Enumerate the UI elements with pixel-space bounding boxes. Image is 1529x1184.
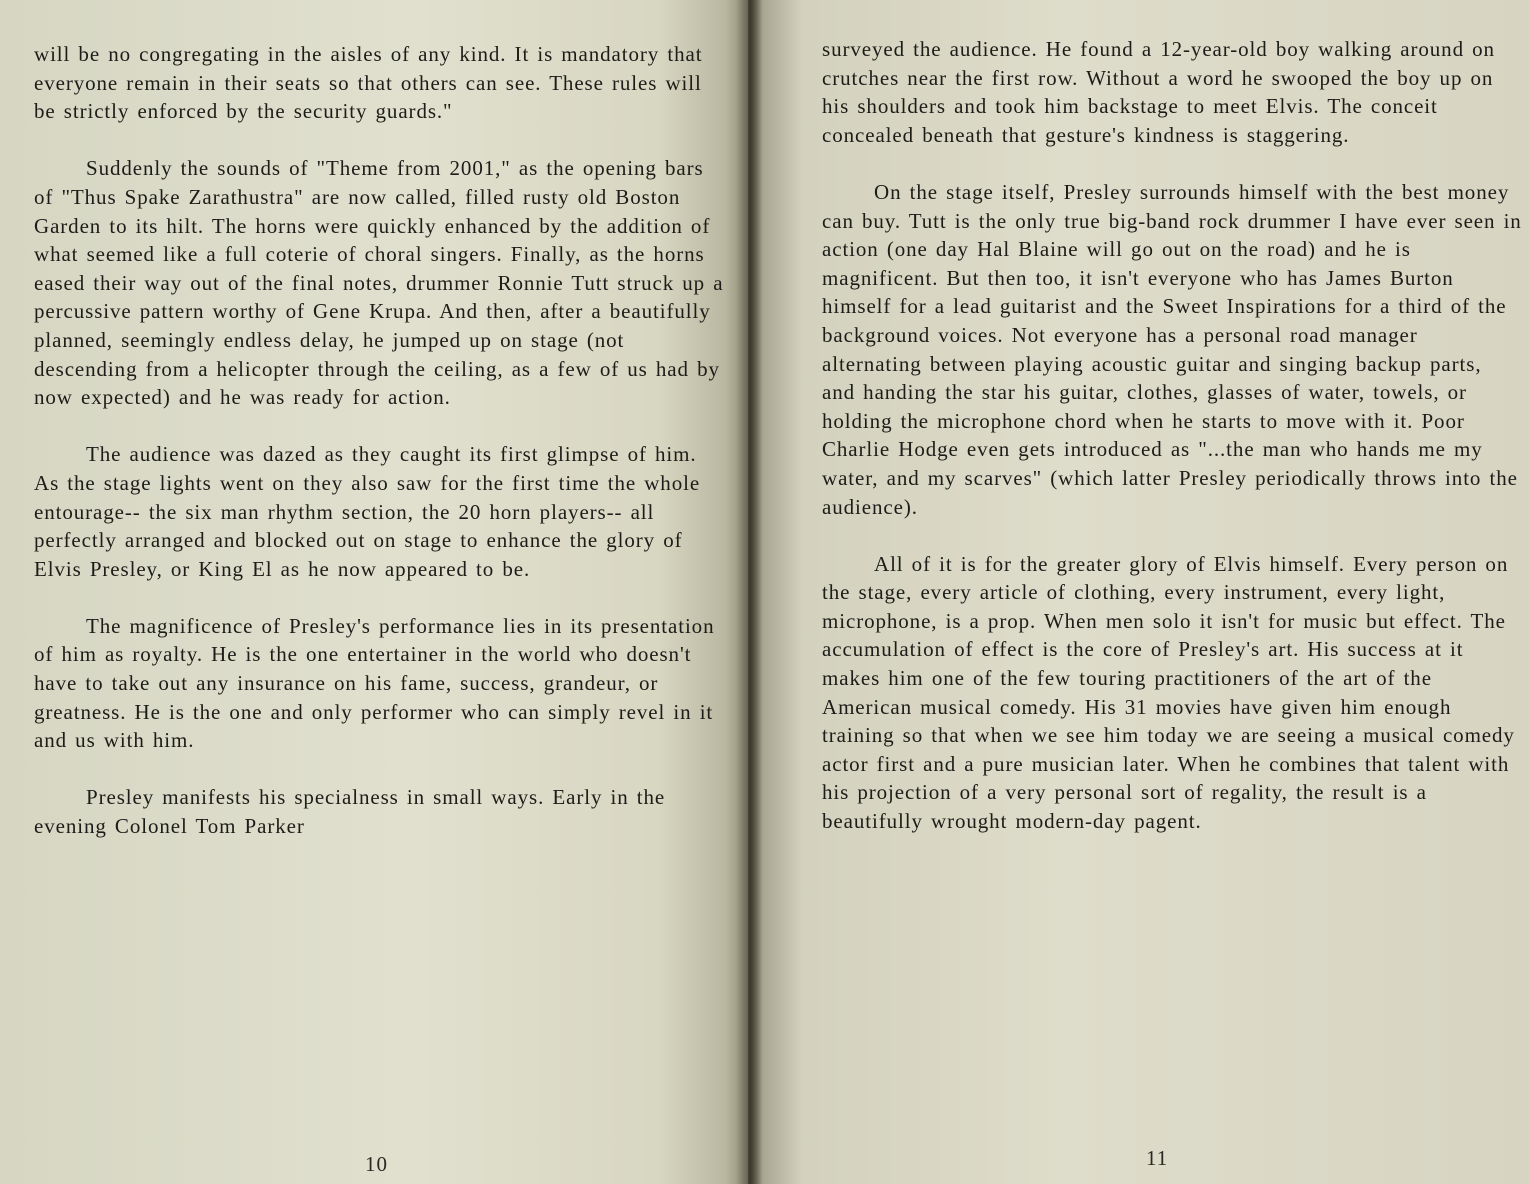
left-paragraph-2: Suddenly the sounds of "Theme from 2001," as the opening bars of "Thus Spake Zarathustra" are now called, filled rusty old Boston Garden to its hilt. The horns were quickly enhanced by the addition of what seemed like a full coterie of choral singers. Finally, as the horns eased their way out of the final notes, drummer Ronnie Tutt struck up a percussive pattern worthy of Gene Krupa. And then, after a beautifully planned, seemingly endless delay, he jumped up on stage (not descending from a helicopter through the ceiling, as a few of us had by now expected) and he was ready for action. xyxy=(34,156,724,410)
book-gutter xyxy=(736,0,762,1184)
left-paragraph-3: The audience was dazed as they caught its first glimpse of him. As the stage lights went on they also saw for the first time the whole entourage-- the six man rhythm section, the 20 horn players-- all perfectly arranged and blocked out on stage to enhance the glory of Elvis Presley, or King El as he now appeared to be. xyxy=(34,442,701,581)
page-number-left: 10 xyxy=(365,1152,388,1176)
right-paragraph-1: surveyed the audience. He found a 12-year-old boy walking around on crutches near the first row. Without a word he swooped the boy up on his shoulders and took him backstage to meet Elvis. The conceit concealed beneath that gesture's kindness is staggering. xyxy=(822,37,1495,147)
page-number-right: 11 xyxy=(1146,1146,1169,1170)
left-paragraph-5: Presley manifests his specialness in small ways. Early in the evening Colonel Tom Parker xyxy=(34,785,666,839)
left-page-text xyxy=(34,40,724,869)
right-paragraph-2: On the stage itself, Presley surrounds himself with the best money can buy. Tutt is the only true big-band rock drummer I have ever seen in action (one day Hal Blaine will go out on the road) and he is magnificent. But then too, it isn't everyone who has James Burton himself for a lead guitarist and the Sweet Inspirations for a third of the background voices. Not everyone has a personal road manager alternating between playing acoustic guitar and singing backup parts, and handing the star his guitar, clothes, glasses of water, towels, or holding the microphone chord when he starts to move with it. Poor Charlie Hodge even gets introduced as "...the man who hands me my water, and my scarves" (which latter Presley periodically throws into the audience). xyxy=(822,179,1522,519)
left-paragraph-4: The magnificence of Presley's performance lies in its presentation of him as royalty. He is the one entertainer in the world who doesn't have to take out any insurance on his fame, success, grandeur, or greatness. He is the one and only performer who can simply revel in it and us with him. xyxy=(34,613,715,753)
left-paragraph-1: will be no congregating in the aisles of any kind. It is mandatory that everyone remain in their seats so that others can see. These rules will be strictly enforced by the security guards." xyxy=(34,42,703,124)
left-page xyxy=(0,0,748,1184)
right-page-text xyxy=(822,35,1522,864)
right-paragraph-3: All of it is for the greater glory of Elvis himself. Every person on the stage, every article of clothing, every instrument, every light, microphone, is a prop. When men solo it isn't for music but effect. The accumulation of effect is the core of Presley's art. His success at it makes him one of the few touring practitioners of the art of the American musical comedy. His 31 movies have given him enough training so that when we see him today we are seeing a musical comedy actor first and a pure musician later. When he combines that talent with his projection of a very personal sort of regality, the result is a beautifully wrought modern-day pagent. xyxy=(822,551,1515,834)
right-page xyxy=(748,0,1529,1184)
